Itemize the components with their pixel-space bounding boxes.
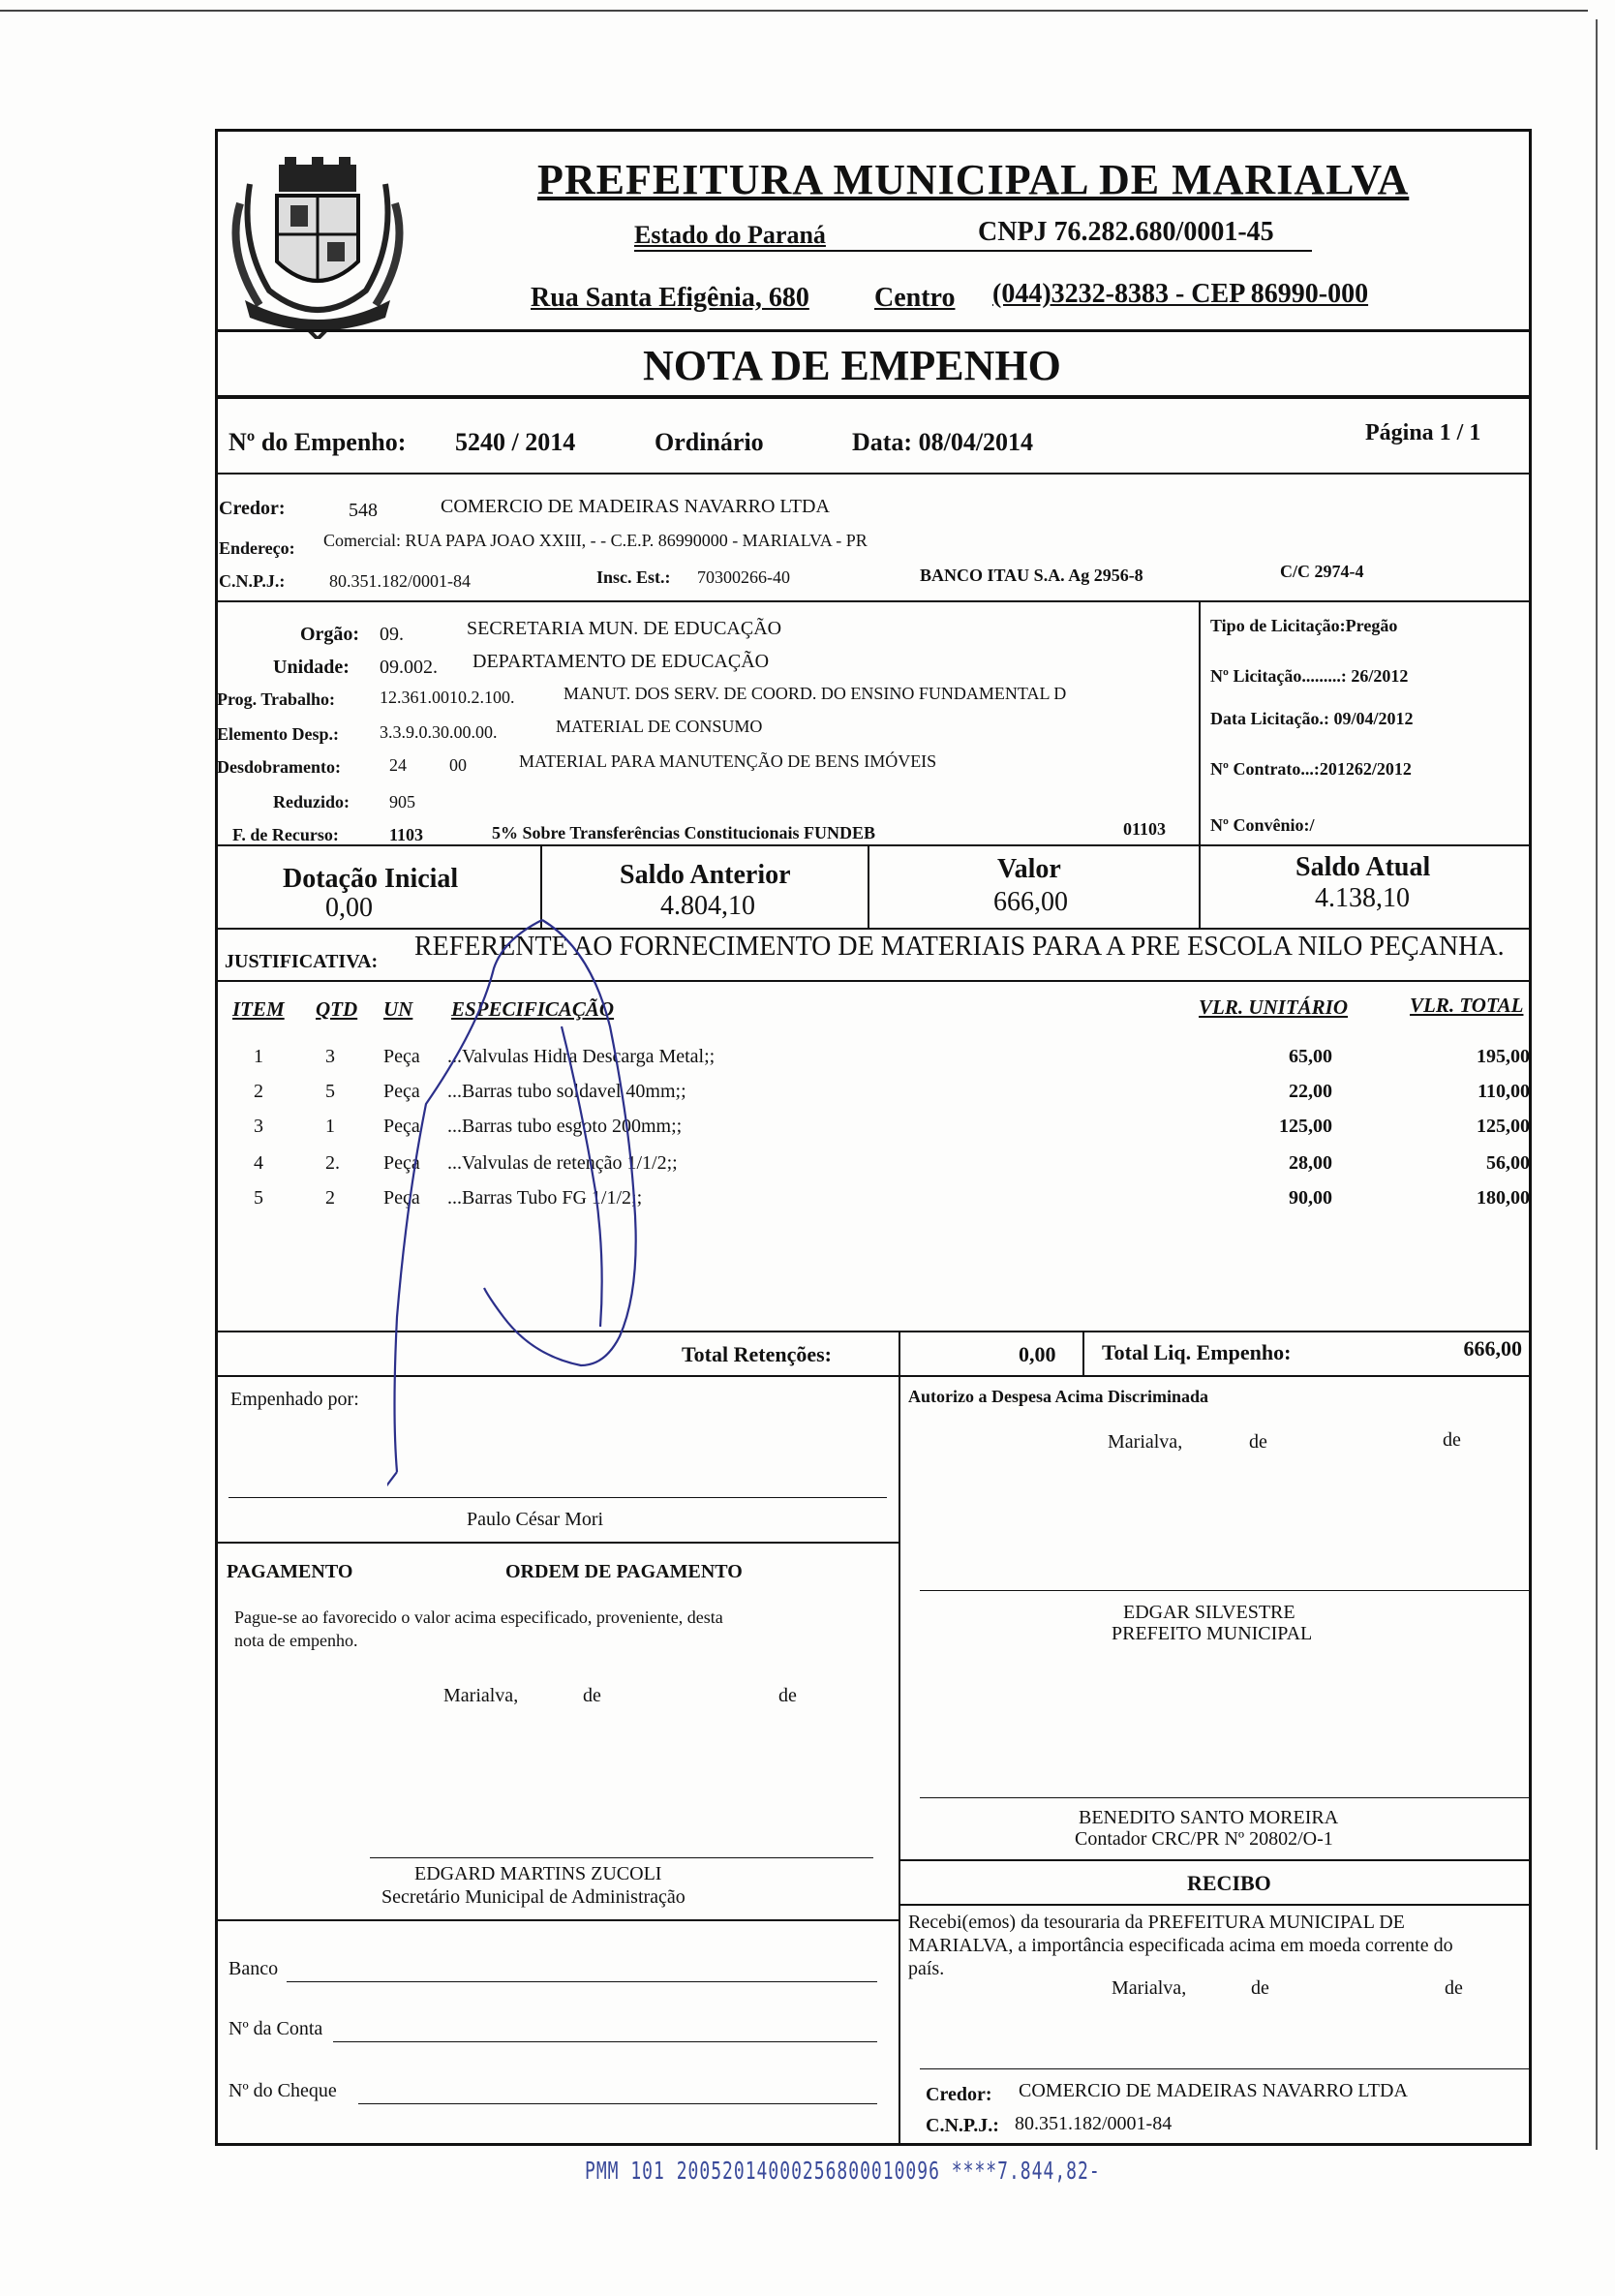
empenho-number: 5240 / 2014 <box>455 428 576 456</box>
dotacao-value: 0,00 <box>325 893 373 923</box>
justificativa-label: JUSTIFICATIVA: <box>225 951 379 972</box>
ordem-pagamento-label: ORDEM DE PAGAMENTO <box>505 1561 743 1582</box>
secretario-title: Secretário Municipal de Administração <box>381 1886 686 1908</box>
item-number: 1 <box>254 1046 263 1067</box>
item-number: 2 <box>254 1081 263 1102</box>
reduzido-label: Reduzido: <box>273 792 350 811</box>
prog-code: 12.361.0010.2.100. <box>380 688 515 707</box>
rodape-cnpj-label: C.N.P.J.: <box>926 2115 999 2136</box>
desdobramento-code2: 00 <box>449 755 467 775</box>
total-liquido-value: 666,00 <box>1463 1336 1522 1361</box>
recibo-text-2: MARIALVA, a importância especificada acima em moeda corrente do <box>908 1935 1453 1956</box>
credor-code: 548 <box>349 500 378 521</box>
item-qty: 3 <box>325 1046 335 1067</box>
saldo-anterior-value: 4.804,10 <box>660 891 755 921</box>
desdobramento-label: Desdobramento: <box>217 757 341 777</box>
recibo-city: Marialva, <box>1112 1977 1187 1999</box>
bank-account: C/C 2974-4 <box>1280 562 1364 581</box>
prog-label: Prog. Trabalho: <box>217 689 336 709</box>
table-row <box>0 1152 1615 1181</box>
cnpj-label: C.N.P.J.: <box>219 571 286 591</box>
autorizo-city: Marialva, <box>1108 1431 1183 1453</box>
handwritten-signature <box>387 910 678 1511</box>
total-liquido-label: Total Liq. Empenho: <box>1102 1340 1292 1364</box>
item-total: 180,00 <box>1477 1187 1530 1209</box>
item-description: ...Valvulas Hidra Descarga Metal;; <box>447 1046 716 1067</box>
autorizo-de1: de <box>1249 1431 1267 1453</box>
item-unit-price: 90,00 <box>1289 1187 1332 1209</box>
item-description: ...Barras tubo soldavel 40mm;; <box>447 1081 686 1102</box>
header-estado: Estado do Paraná <box>634 221 826 249</box>
item-unit-price: 22,00 <box>1289 1081 1332 1102</box>
cheque-label: Nº do Cheque <box>229 2080 337 2101</box>
orgao-name: SECRETARIA MUN. DE EDUCAÇÃO <box>467 618 782 639</box>
item-total: 125,00 <box>1477 1116 1530 1137</box>
bank-info: BANCO ITAU S.A. Ag 2956-8 <box>920 566 1143 585</box>
header-cnpj: CNPJ 76.282.680/0001-45 <box>978 217 1274 247</box>
table-row <box>0 1187 1615 1216</box>
pagamento-city: Marialva, <box>443 1685 519 1706</box>
table-row <box>0 1081 1615 1110</box>
rodape-credor-label: Credor: <box>926 2084 992 2105</box>
vertical-divider <box>899 1375 900 2146</box>
item-total: 110,00 <box>1478 1081 1530 1102</box>
col-qtd: QTD <box>316 997 358 1021</box>
empenhado-name: Paulo César Mori <box>467 1509 604 1530</box>
signature-line <box>920 2068 1530 2069</box>
saldo-anterior-label: Saldo Anterior <box>620 860 791 890</box>
item-qty: 5 <box>325 1081 335 1102</box>
tipo-licitacao: Tipo de Licitação:Pregão <box>1210 616 1398 635</box>
table-row <box>0 1116 1615 1145</box>
numero-convenio: Nº Convênio:/ <box>1210 815 1315 835</box>
unidade-name: DEPARTAMENTO DE EDUCAÇÃO <box>472 651 770 672</box>
col-espec: ESPECIFICAÇÃO <box>451 997 615 1021</box>
divider <box>215 473 1532 475</box>
unidade-code: 09.002. <box>380 657 438 678</box>
desdobramento-code1: 24 <box>389 755 407 775</box>
insc-label: Insc. Est.: <box>596 567 671 587</box>
endereco-label: Endereço: <box>219 538 295 558</box>
autorizo-de2: de <box>1443 1429 1461 1451</box>
item-description: ...Barras tubo esgoto 200mm;; <box>447 1116 683 1137</box>
empenho-type: Ordinário <box>655 428 764 456</box>
item-unit: Peça <box>383 1081 420 1102</box>
autorizo-label: Autorizo a Despesa Acima Discriminada <box>908 1387 1208 1406</box>
col-item: ITEM <box>232 997 285 1021</box>
authentication-stamp: PMM 101 20052014000256800010096 ****7.844,82- <box>585 2157 1101 2187</box>
header-district: Centro <box>874 283 956 313</box>
pagamento-de2: de <box>778 1685 797 1706</box>
col-total: VLR. TOTAL <box>1410 994 1524 1017</box>
dotacao-label: Dotação Inicial <box>283 864 459 894</box>
banco-label: Banco <box>229 1958 279 1979</box>
header-phone-cep: (044)3232-8383 - CEP 86990-000 <box>992 279 1369 309</box>
contador-name: BENEDITO SANTO MOREIRA <box>1079 1807 1339 1828</box>
reduzido-value: 905 <box>389 792 415 811</box>
conta-label: Nº da Conta <box>229 2018 323 2039</box>
divider <box>215 395 1532 399</box>
item-unit: Peça <box>383 1187 420 1209</box>
desdobramento-name: MATERIAL PARA MANUTENÇÃO DE BENS IMÓVEIS <box>519 751 937 771</box>
empenho-date: Data: 08/04/2014 <box>852 428 1034 456</box>
signature-line <box>370 1857 873 1858</box>
signature-line <box>920 1797 1530 1798</box>
insc-value: 70300266-40 <box>697 567 790 587</box>
header-street: Rua Santa Efigênia, 680 <box>531 283 809 313</box>
divider <box>899 1904 1532 1906</box>
item-number: 3 <box>254 1116 263 1137</box>
pagamento-de1: de <box>583 1685 601 1706</box>
saldo-atual-label: Saldo Atual <box>1295 852 1431 882</box>
conta-field-line <box>333 2041 877 2042</box>
credor-name: COMERCIO DE MADEIRAS NAVARRO LTDA <box>441 496 830 517</box>
item-unit-price: 28,00 <box>1289 1152 1332 1174</box>
recibo-de2: de <box>1445 1977 1463 1999</box>
total-retencoes-value: 0,00 <box>1019 1342 1056 1366</box>
divider <box>215 1542 899 1544</box>
credor-label: Credor: <box>219 498 286 519</box>
recurso-name: 5% Sobre Transferências Constitucionais FUNDEB <box>492 823 876 842</box>
vertical-divider <box>868 844 869 930</box>
pagamento-text-1: Pague-se ao favorecido o valor acima especificado, proveniente, desta <box>234 1607 723 1627</box>
credor-cnpj: 80.351.182/0001-84 <box>329 571 471 591</box>
page-number: Página 1 / 1 <box>1365 420 1481 445</box>
cheque-field-line <box>358 2103 877 2104</box>
divider <box>215 600 1532 602</box>
item-number: 4 <box>254 1152 263 1174</box>
divider <box>215 329 1532 332</box>
rodape-cnpj: 80.351.182/0001-84 <box>1015 2113 1173 2134</box>
recurso-label: F. de Recurso: <box>232 825 339 844</box>
banco-field-line <box>287 1981 877 1982</box>
unidade-label: Unidade: <box>273 657 350 678</box>
credor-address: Comercial: RUA PAPA JOAO XXIII, - - C.E.P. 86990000 - MARIALVA - PR <box>323 531 868 550</box>
vertical-divider <box>899 1331 900 1375</box>
divider <box>215 844 1532 846</box>
numero-licitacao: Nº Licitação.........: 26/2012 <box>1210 666 1409 686</box>
numero-contrato: Nº Contrato...:201262/2012 <box>1210 759 1412 779</box>
coat-of-arms-icon <box>221 145 414 339</box>
recurso-number: 01103 <box>1123 819 1167 839</box>
recibo-de1: de <box>1251 1977 1269 1999</box>
col-unit: VLR. UNITÁRIO <box>1199 995 1349 1019</box>
rodape-credor-name: COMERCIO DE MADEIRAS NAVARRO LTDA <box>1019 2080 1408 2101</box>
item-unit: Peça <box>383 1116 420 1137</box>
scan-edge <box>0 10 1588 12</box>
item-unit: Peça <box>383 1046 420 1067</box>
prefeito-name: EDGAR SILVESTRE <box>1123 1602 1295 1623</box>
item-qty: 2. <box>325 1152 340 1174</box>
item-description: ...Valvulas de retenção 1/1/2;; <box>447 1152 678 1174</box>
item-unit-price: 65,00 <box>1289 1046 1332 1067</box>
recibo-label: RECIBO <box>1187 1871 1271 1895</box>
elemento-code: 3.3.9.0.30.00.00. <box>380 722 498 742</box>
vertical-divider <box>1082 1331 1084 1375</box>
divider <box>215 1919 899 1921</box>
col-un: UN <box>383 997 413 1021</box>
item-unit: Peça <box>383 1152 420 1174</box>
prog-name: MANUT. DOS SERV. DE COORD. DO ENSINO FUNDAMENTAL D <box>564 684 1067 703</box>
orgao-label: Orgão: <box>300 624 360 645</box>
valor-label: Valor <box>997 854 1061 884</box>
justificativa-text: REFERENTE AO FORNECIMENTO DE MATERIAIS PARA A PRE ESCOLA NILO PEÇANHA. <box>414 932 1505 962</box>
item-number: 5 <box>254 1187 263 1209</box>
total-retencoes-label: Total Retenções: <box>682 1342 832 1366</box>
recibo-text-3: país. <box>908 1958 945 1979</box>
empenho-number-label: Nº do Empenho: <box>229 428 407 456</box>
item-qty: 2 <box>325 1187 335 1209</box>
header-title: PREFEITURA MUNICIPAL DE MARIALVA <box>537 156 1410 203</box>
valor-value: 666,00 <box>993 887 1068 917</box>
item-total: 195,00 <box>1477 1046 1530 1067</box>
vertical-divider <box>1199 600 1201 844</box>
recibo-text-1: Recebi(emos) da tesouraria da PREFEITURA MUNICIPAL DE <box>908 1912 1405 1933</box>
elemento-label: Elemento Desp.: <box>217 724 339 744</box>
divider <box>899 1859 1532 1861</box>
pagamento-label: PAGAMENTO <box>227 1561 353 1582</box>
table-row <box>0 1046 1615 1075</box>
empenhado-label: Empenhado por: <box>230 1389 359 1410</box>
data-licitacao: Data Licitação.: 09/04/2012 <box>1210 709 1414 728</box>
elemento-name: MATERIAL DE CONSUMO <box>556 717 763 736</box>
pagamento-text-2: nota de empenho. <box>234 1631 358 1650</box>
recurso-code: 1103 <box>389 825 424 844</box>
doc-title: NOTA DE EMPENHO <box>643 342 1061 389</box>
orgao-code: 09. <box>380 624 404 645</box>
signature-line <box>920 1590 1530 1591</box>
item-total: 56,00 <box>1486 1152 1530 1174</box>
prefeito-title: PREFEITO MUNICIPAL <box>1112 1623 1313 1644</box>
item-qty: 1 <box>325 1116 335 1137</box>
contador-title: Contador CRC/PR Nº 20802/O-1 <box>1075 1828 1333 1850</box>
vertical-divider <box>1199 844 1201 930</box>
item-unit-price: 125,00 <box>1279 1116 1332 1137</box>
header-underline <box>634 250 1312 252</box>
saldo-atual-value: 4.138,10 <box>1315 883 1410 913</box>
secretario-name: EDGARD MARTINS ZUCOLI <box>414 1863 662 1884</box>
item-description: ...Barras Tubo FG 1/1/2;; <box>447 1187 643 1209</box>
